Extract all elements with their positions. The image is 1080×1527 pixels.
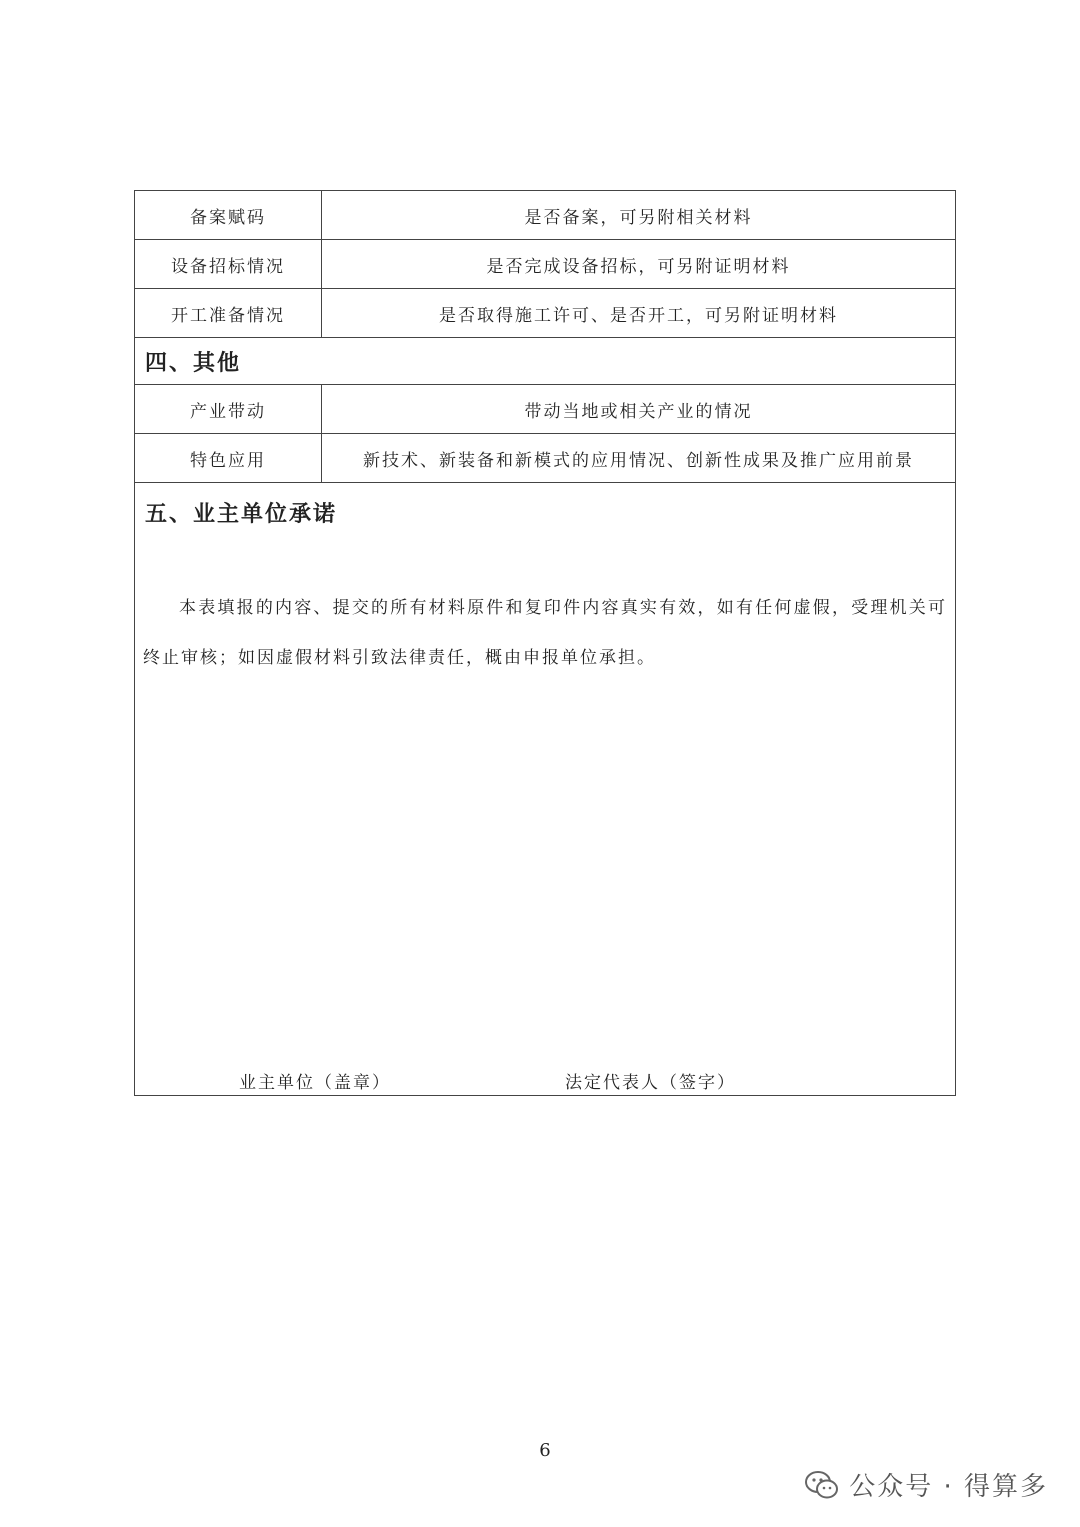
- owner-signature-label: 业主单位（盖章）: [239, 1073, 391, 1093]
- page-number: 6: [539, 1440, 551, 1461]
- row-label: 开工准备情况: [135, 289, 322, 338]
- watermark: [805, 1466, 1048, 1503]
- row-content: 是否完成设备招标，可另附证明材料: [322, 240, 956, 289]
- row-label: 产业带动: [135, 385, 322, 434]
- row-label: 备案赋码: [135, 191, 322, 240]
- row-content: 是否备案，可另附相关材料: [322, 191, 956, 240]
- watermark-text: 公众号 · 得算多: [849, 1472, 1048, 1502]
- row-label: 设备招标情况: [135, 240, 322, 289]
- pledge-text: 本表填报的内容、提交的所有材料原件和复印件内容真实有效，如有任何虚假，受理机关可终止审核；如因虚假材料引致法律责任，概由申报单位承担。: [143, 598, 947, 668]
- section-title-pledge: 五、业主单位承诺: [145, 502, 338, 527]
- row-content: 带动当地或相关产业的情况: [322, 385, 956, 434]
- row-label: 特色应用: [135, 434, 322, 483]
- table-row: [135, 240, 956, 289]
- wechat-icon: [805, 1470, 839, 1500]
- table-row: [135, 385, 956, 434]
- row-content: 是否取得施工许可、是否开工，可另附证明材料: [322, 289, 956, 338]
- row-content: 新技术、新装备和新模式的应用情况、创新性成果及推广应用前景: [322, 434, 956, 483]
- pledge-cell: [135, 483, 956, 1096]
- section-row: [135, 338, 956, 385]
- application-form-table: [134, 190, 956, 1096]
- table-row: [135, 191, 956, 240]
- table-row: [135, 289, 956, 338]
- representative-signature-label: 法定代表人（签字）: [565, 1073, 736, 1093]
- section-title-other: 四、其他: [135, 338, 956, 385]
- table-row: [135, 434, 956, 483]
- pledge-row: [135, 483, 956, 1096]
